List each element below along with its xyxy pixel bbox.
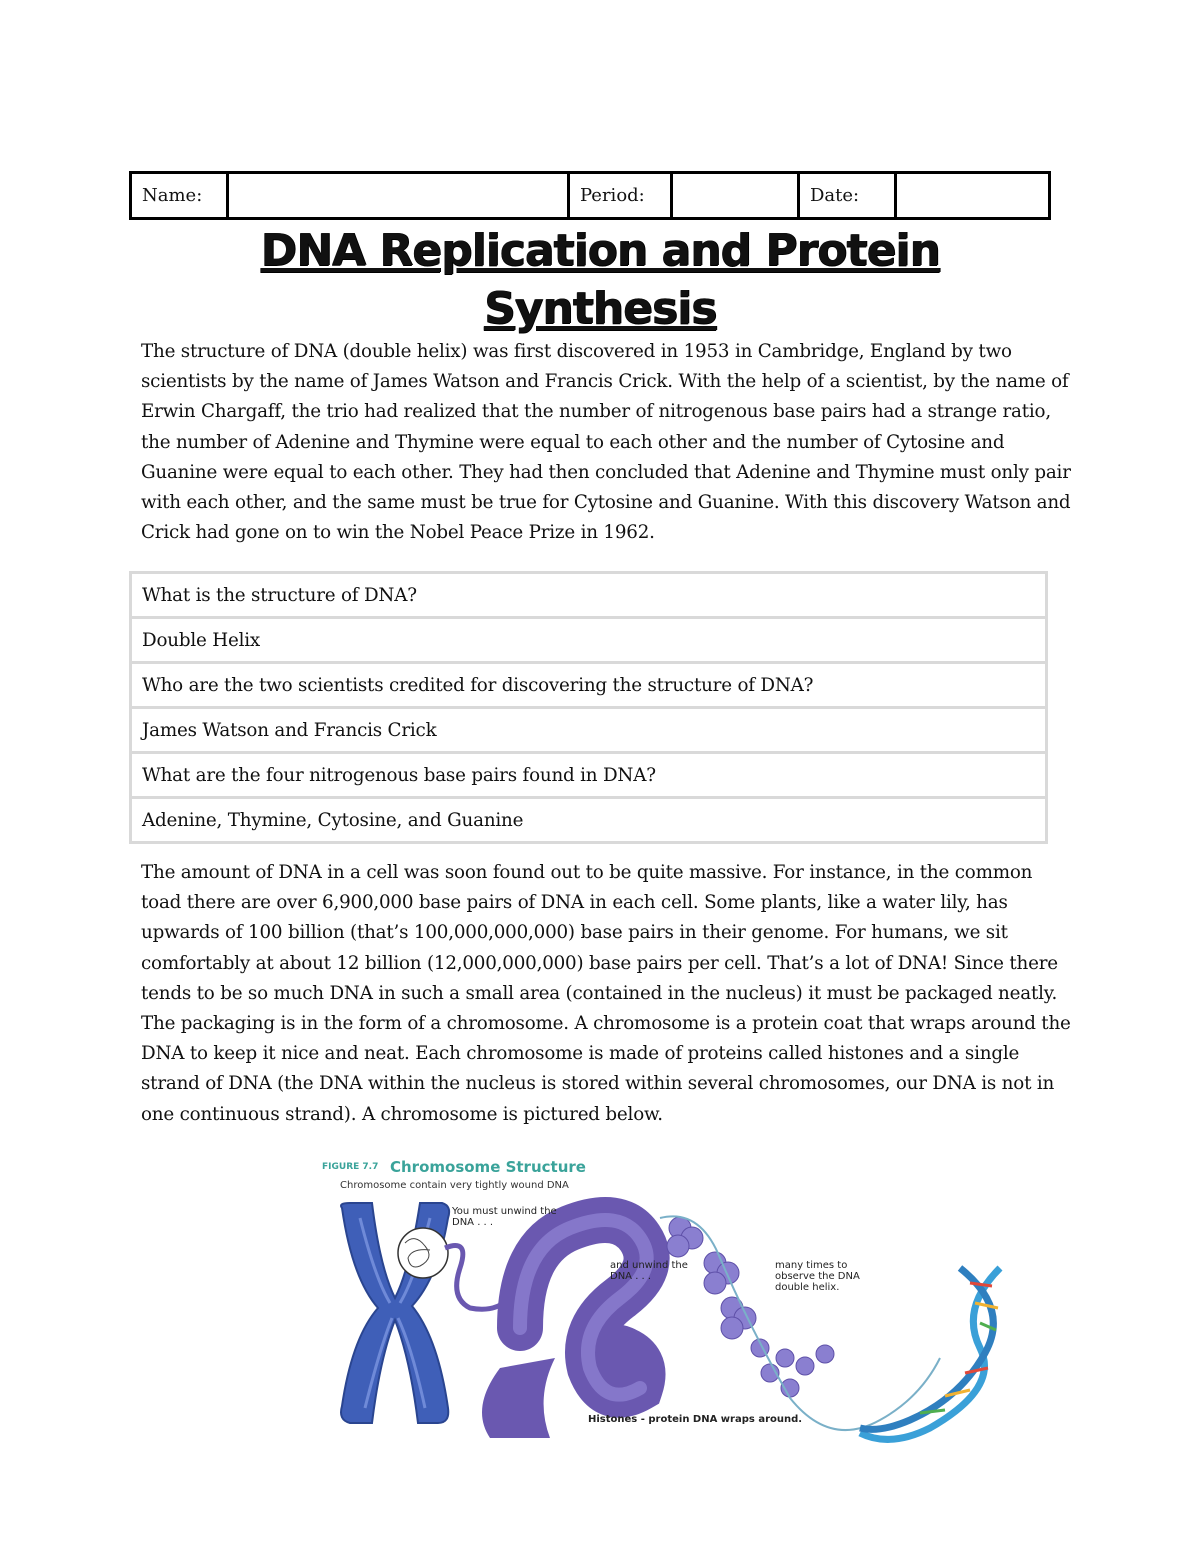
answer-1: Double Helix [131, 618, 1047, 663]
name-field[interactable] [228, 173, 569, 219]
date-field[interactable] [896, 173, 1050, 219]
dna-strand-2 [660, 1216, 940, 1430]
figure-subtitle: Chromosome contain very tightly wound DNA [340, 1180, 569, 1191]
chromosome-x-shape [341, 1203, 449, 1423]
chromosome-figure [320, 1158, 1020, 1448]
title-line-1: DNA Replication and Protein [260, 225, 940, 276]
date-label: Date: [799, 173, 896, 219]
double-helix [860, 1268, 1000, 1439]
intro-paragraph: The structure of DNA (double helix) was first discovered in 1953 in Cambridge, England by two scientists by the name of James Watson and Francis Crick. With the help of a scientist, by the name of Erwin Chargaff, the trio had realized that the number of nitrogenous base pairs had a strange ratio, the number of Adenine and Thymine were equal to each other and the number of Cytosine and Guanine were equal to each other. They had then concluded that Adenine and Thymine must only pair with each other, and the same must be true for Cytosine and Guanine. With this discovery Watson and Crick had gone on to win the Nobel Peace Prize in 1962. [141, 341, 1071, 544]
label-unwind-2: and unwind the DNA . . . [610, 1260, 688, 1282]
page-title [0, 222, 1200, 338]
figure-number: FIGURE 7.7 [322, 1162, 379, 1172]
answer-3: Adenine, Thymine, Cytosine, and Guanine [131, 798, 1047, 843]
name-label: Name: [131, 173, 228, 219]
header-table [129, 171, 1051, 220]
label-many-times: many times to observe the DNA double helix. [775, 1260, 860, 1293]
title-line-2: Synthesis [483, 283, 717, 334]
label-unwind-1: You must unwind the DNA . . . [452, 1206, 557, 1228]
figure-title: Chromosome Structure [390, 1158, 586, 1176]
period-field[interactable] [672, 173, 799, 219]
second-paragraph: The amount of DNA in a cell was soon found out to be quite massive. For instance, in the common toad there are over 6,900,000 base pairs of DNA in each cell. Some plants, like a water lily, has upwards of 100 billion (that’s 100,000,000,000) base pairs in their genome. For humans, we sit comfortably at about 12 billion (12,000,000,000) base pairs per cell. That’s a lot of DNA! Since there tends to be so much DNA in such a small area (contained in the nucleus) it must be packaged neatly. The packaging is in the form of a chromosome. A chromosome is a protein coat that wraps around the DNA to keep it nice and neat. Each chromosome is made of proteins called histones and a single strand of DNA (the DNA within the nucleus is stored within several chromosomes, our DNA is not in one continuous strand). A chromosome is pictured below. [141, 862, 1071, 1125]
chromosome-illustration [320, 1158, 1020, 1448]
question-1: What is the structure of DNA? [131, 573, 1047, 618]
label-histones: Histones - protein DNA wraps around. [588, 1414, 803, 1425]
period-label: Period: [569, 173, 672, 219]
answer-2: James Watson and Francis Crick [131, 708, 1047, 753]
coiled-fiber [482, 1220, 647, 1438]
question-2: Who are the two scientists credited for discovering the structure of DNA? [131, 663, 1047, 708]
question-3: What are the four nitrogenous base pairs found in DNA? [131, 753, 1047, 798]
histone-cluster [667, 1217, 834, 1397]
qa-table [129, 571, 1048, 844]
